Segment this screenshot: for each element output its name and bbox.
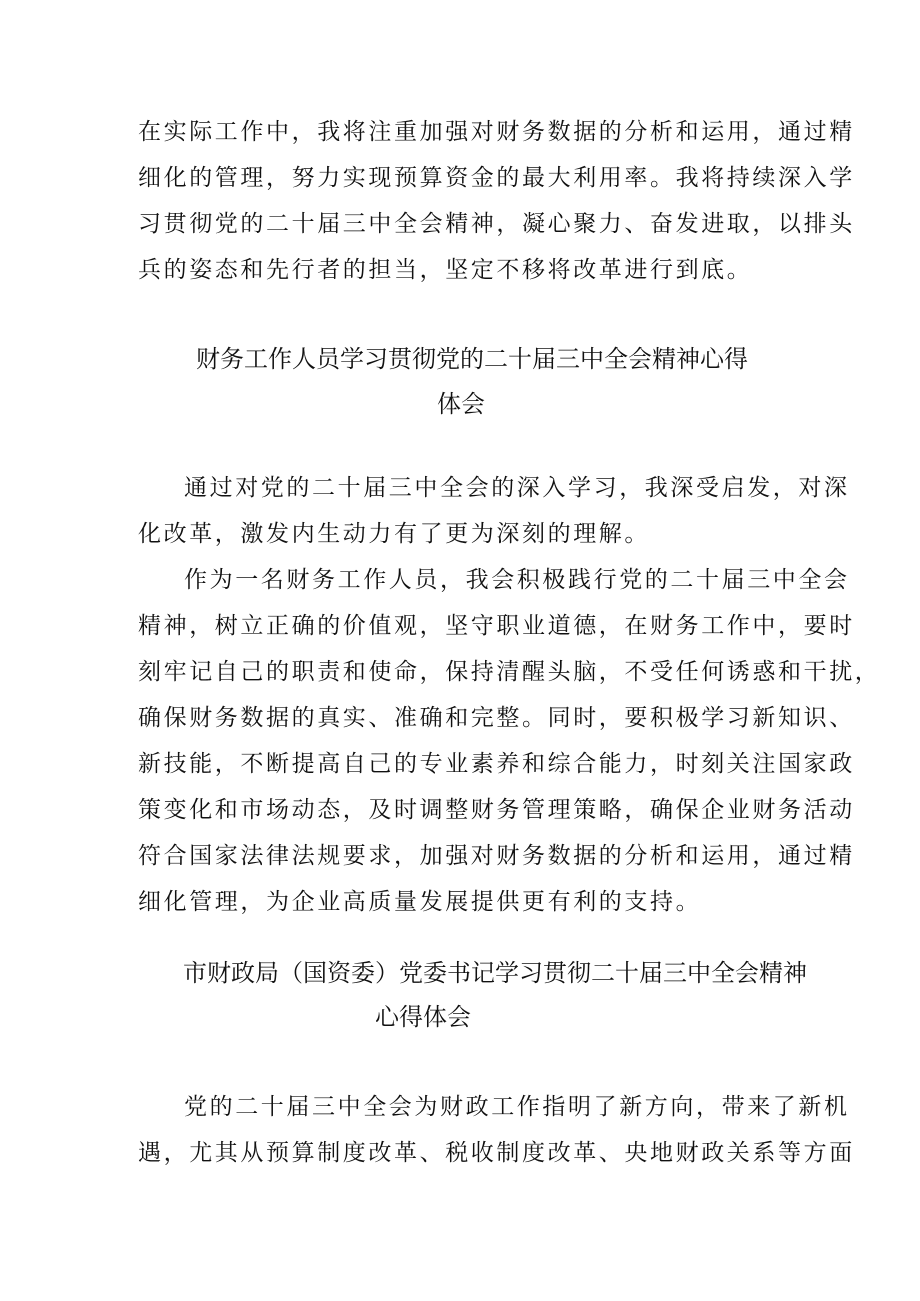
body-text-line: 策变化和市场动态，及时调整财务管理策略，确保企业财务活动 [138,797,855,823]
article-title-line: 心得体会 [375,1003,471,1031]
article-title-line: 财务工作人员学习贯彻党的二十届三中全会精神心得 [196,345,748,373]
body-text-line: 细化的管理，努力实现预算资金的最大利用率。我将持续深入学 [138,165,855,191]
body-text-line: 精神，树立正确的价值观，坚守职业道德，在财务工作中，要时 [138,613,855,639]
article-title-line: 市财政局（国资委）党委书记学习贯彻二十届三中全会精神 [183,959,807,987]
body-text-line: 作为一名财务工作人员，我会积极践行党的二十届三中全会 [184,567,850,593]
body-text-line: 新技能，不断提高自己的专业素养和综合能力，时刻关注国家政 [138,751,855,777]
body-text-line: 符合国家法律法规要求，加强对财务数据的分析和运用，通过精 [138,843,855,869]
body-text-line: 党的二十届三中全会为财政工作指明了新方向，带来了新机 [184,1094,850,1120]
body-text-line: 通过对党的二十届三中全会的深入学习，我深受启发，对深 [184,475,850,501]
body-text-line: 习贯彻党的二十届三中全会精神，凝心聚力、奋发进取，以排头 [138,211,855,237]
body-text-line: 兵的姿态和先行者的担当，坚定不移将改革进行到底。 [138,257,753,283]
body-text-line: 遇，尤其从预算制度改革、税收制度改革、央地财政关系等方面 [138,1140,855,1166]
article-title-line: 体会 [437,390,485,418]
body-text-line: 化改革，激发内生动力有了更为深刻的理解。 [138,521,650,547]
body-text-line: 细化管理，为企业高质量发展提供更有利的支持。 [138,889,702,915]
body-text-line: 刻牢记自己的职责和使命，保持清醒头脑，不受任何诱惑和干扰， [138,659,881,685]
body-text-line: 在实际工作中，我将注重加强对财务数据的分析和运用，通过精 [138,119,855,145]
body-text-line: 确保财务数据的真实、准确和完整。同时，要积极学习新知识、 [138,705,855,731]
